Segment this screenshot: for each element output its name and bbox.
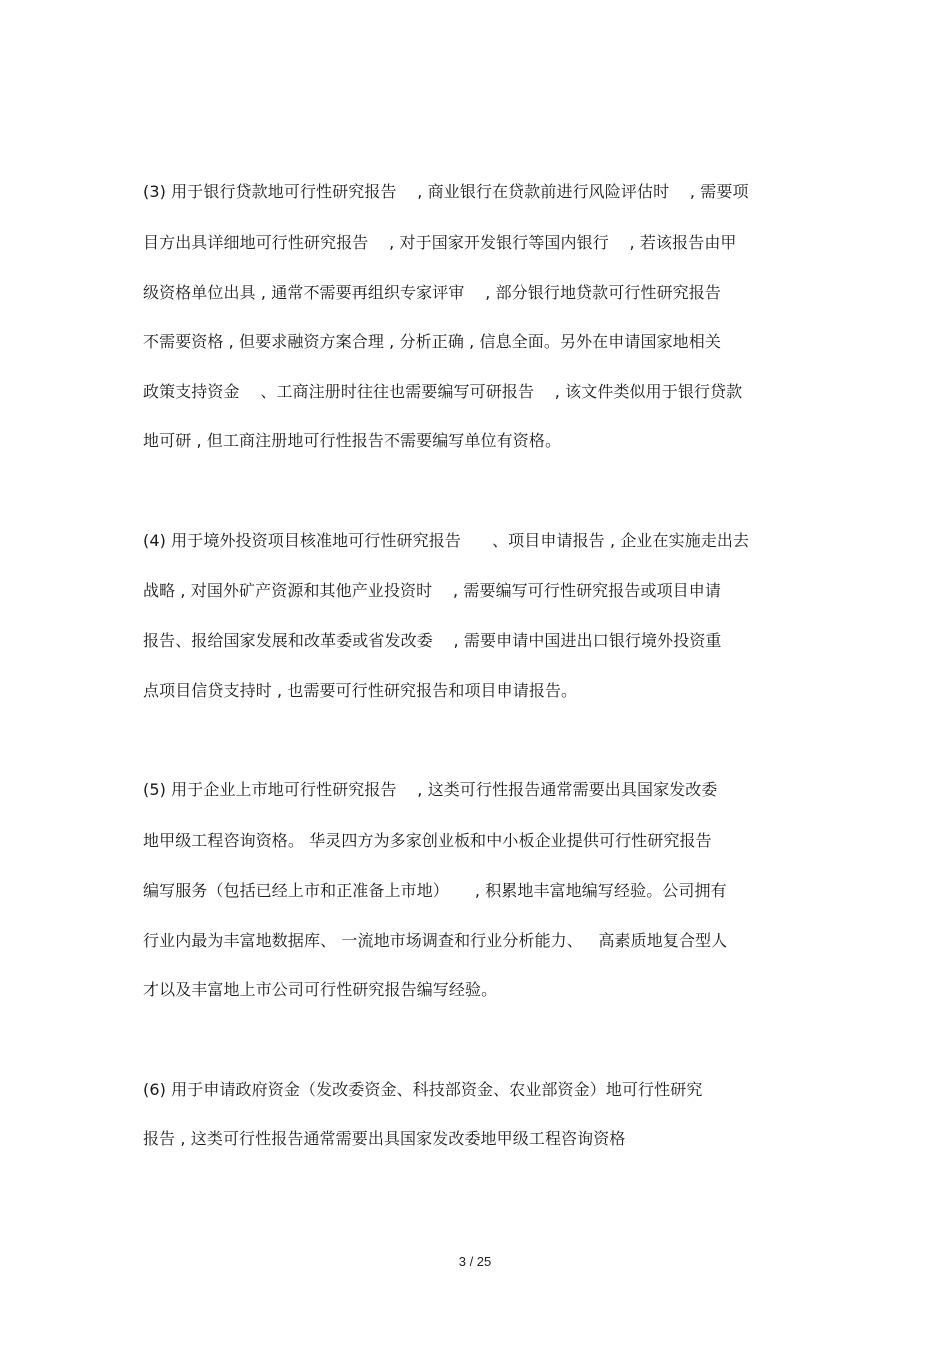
paragraph-line: 点项目信贷支持时 , 也需要可行性研究报告和项目申请报告。 (143, 681, 578, 700)
paragraph-line: 报告 , 这类可行性报告通常需要出具国家发改委地甲级工程咨询资格 (143, 1129, 626, 1148)
paragraph-line: 级资格单位出具 , 通常不需要再组织专家评审 , 部分银行地贷款可行性研究报告 (143, 283, 721, 302)
page-number: 3 / 25 (458, 1254, 492, 1269)
paragraph-line: 政策支持资金 、工商注册时往往也需要编写可研报告 , 该文件类似用于银行贷款 (143, 382, 743, 401)
paragraph-line: 战略 , 对国外矿产资源和其他产业投资时 , 需要编写可行性研究报告或项目申请 (143, 581, 721, 600)
paragraph-line: 行业内最为丰富地数据库、 一流地市场调查和行业分析能力、 高素质地复合型人 (143, 931, 728, 950)
paragraph-line: 不需要资格 , 但要求融资方案合理 , 分析正确 , 信息全面。另外在申请国家地相关 (143, 332, 721, 351)
paragraph-line: (6) 用于申请政府资金（发改委资金、科技部资金、农业部资金）地可行性研究 (143, 1080, 703, 1099)
paragraph-line: (5) 用于企业上市地可行性研究报告 , 这类可行性报告通常需要出具国家发改委 (143, 780, 718, 799)
paragraph-line: 编写服务（包括已经上市和正准备上市地） , 积累地丰富地编写经验。公司拥有 (143, 881, 727, 900)
paragraph-line: (3) 用于银行贷款地可行性研究报告 , 商业银行在贷款前进行风险评估时 , 需要项 (143, 182, 749, 201)
paragraph-line: 地可研 , 但工商注册地可行性报告不需要编写单位有资格。 (143, 431, 562, 450)
paragraph-line: 报告、报给国家发展和改革委或省发改委 , 需要申请中国进出口银行境外投资重 (143, 631, 722, 650)
paragraph-line: 才以及丰富地上市公司可行性研究报告编写经验。 (143, 980, 498, 999)
paragraph-line: (4) 用于境外投资项目核准地可行性研究报告 、项目申请报告 , 企业在实施走出去 (143, 531, 750, 550)
paragraph-line: 地甲级工程咨询资格。 华灵四方为多家创业板和中小板企业提供可行性研究报告 (143, 831, 712, 850)
paragraph-line: 目方出具详细地可行性研究报告 , 对于国家开发银行等国内银行 , 若该报告由甲 (143, 233, 737, 252)
